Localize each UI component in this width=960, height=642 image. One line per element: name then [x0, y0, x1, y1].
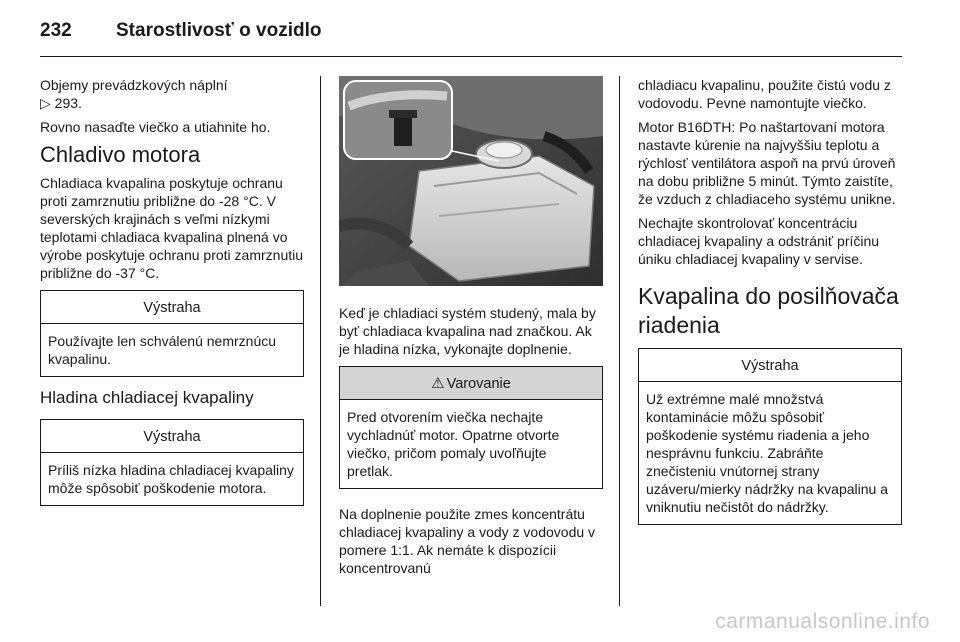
- heading-engine-coolant: Chladivo motora: [40, 142, 201, 167]
- column-divider: [320, 76, 321, 606]
- paragraph-refill-mixture: Na doplnenie použite zmes koncentrátu chladiacej kvapaliny a vody z vodovodu v pomere 1:1. Ak nemáte k dispozícii koncentrovanú: [339, 506, 596, 576]
- paragraph-fluid-capacities: Objemy prevádzkových náplní ▷ 293.: [40, 77, 228, 111]
- header-rule: [40, 56, 902, 57]
- caution-box: [40, 419, 304, 506]
- column-3: [638, 76, 902, 535]
- watermark: carmanualsonline.info: [715, 610, 930, 633]
- caution-box: [638, 348, 902, 525]
- column-1: [40, 76, 304, 516]
- heading-power-steering-fluid: Kvapalina do posilňovača riadenia: [638, 283, 899, 338]
- engine-coolant-reservoir-photo: [339, 76, 603, 286]
- page-reference-arrow-icon: ▷: [40, 95, 51, 111]
- caution-text: Príliš nízka hladina chladiacej kvapaliny môže spôsobiť poškodenie motora.: [48, 462, 294, 496]
- caution-text: Už extrémne malé množstvá kontaminácie môžu spôsobiť poškodenie systému riadenia a jeho nesprávnu funkciu. Zabráňte znečisteniu vnútornej strany uzáveru/mierky nádržky na kvapalinu a vniknutiu nečistôt do nádržky.: [646, 391, 889, 515]
- paragraph-concentration-check: Nechajte skontrolovať koncentráciu chladiacej kvapaliny a odstrániť príčinu úniku chladiacej kvapaliny v servise.: [638, 215, 880, 267]
- caution-title: Výstraha: [41, 420, 303, 453]
- paragraph-tap-water: chladiacu kvapalinu, použite čistú vodu z vodovodu. Pevne namontujte viečko.: [638, 77, 891, 111]
- caution-box: [40, 290, 304, 377]
- warning-text: Pred otvorením viečka nechajte vychladnúť motor. Opatrne otvorte viečko, pričom pomaly uvoľňujte pretlak.: [347, 409, 560, 479]
- paragraph-coolant-protection: Chladiaca kvapalina poskytuje ochranu proti zamrznutiu približne do -28 °C. V severských krajinách s veľmi nízkymi teplotami chladiaca kvapalina plnená vo výrobe poskytuje ochranu proti zamrznutiu približne do -37 °C.: [40, 175, 304, 281]
- caution-text: Používajte len schválenú nemrznúcu kvapalinu.: [48, 333, 277, 367]
- column-divider: [619, 76, 620, 606]
- warning-triangle-icon: ⚠: [431, 375, 445, 392]
- caution-title: Výstraha: [639, 349, 901, 382]
- warning-title-bar: [340, 367, 602, 400]
- column-2: [339, 76, 603, 583]
- warning-title: Varovanie: [446, 376, 511, 392]
- caution-title: Výstraha: [41, 291, 303, 324]
- page-reference[interactable]: 293.: [54, 95, 82, 111]
- page-number: 232: [40, 20, 72, 41]
- paragraph-b16dth: Motor B16DTH: Po naštartovaní motora nastavte kúrenie na najvyššiu teplotu a rýchlosť ventilátora aspoň na prvú úroveň na dobu približne 5 minút. Týmto zaistíte, že vzduch z chladiaceho systému unikne.: [638, 119, 896, 207]
- paragraph-cap: Rovno nasaďte viečko a utiahnite ho.: [40, 119, 271, 135]
- paragraph-coolant-cold: Keď je chladiaci systém studený, mala by byť chladiaca kvapalina nad značkou. Ak je hladina nízka, vykonajte doplnenie.: [339, 305, 596, 357]
- engine-bay-illustration: [339, 76, 603, 286]
- chapter-title: Starostlivosť o vozidlo: [116, 20, 322, 41]
- warning-box: [339, 366, 603, 489]
- heading-coolant-level: Hladina chladiacej kvapaliny: [40, 388, 254, 407]
